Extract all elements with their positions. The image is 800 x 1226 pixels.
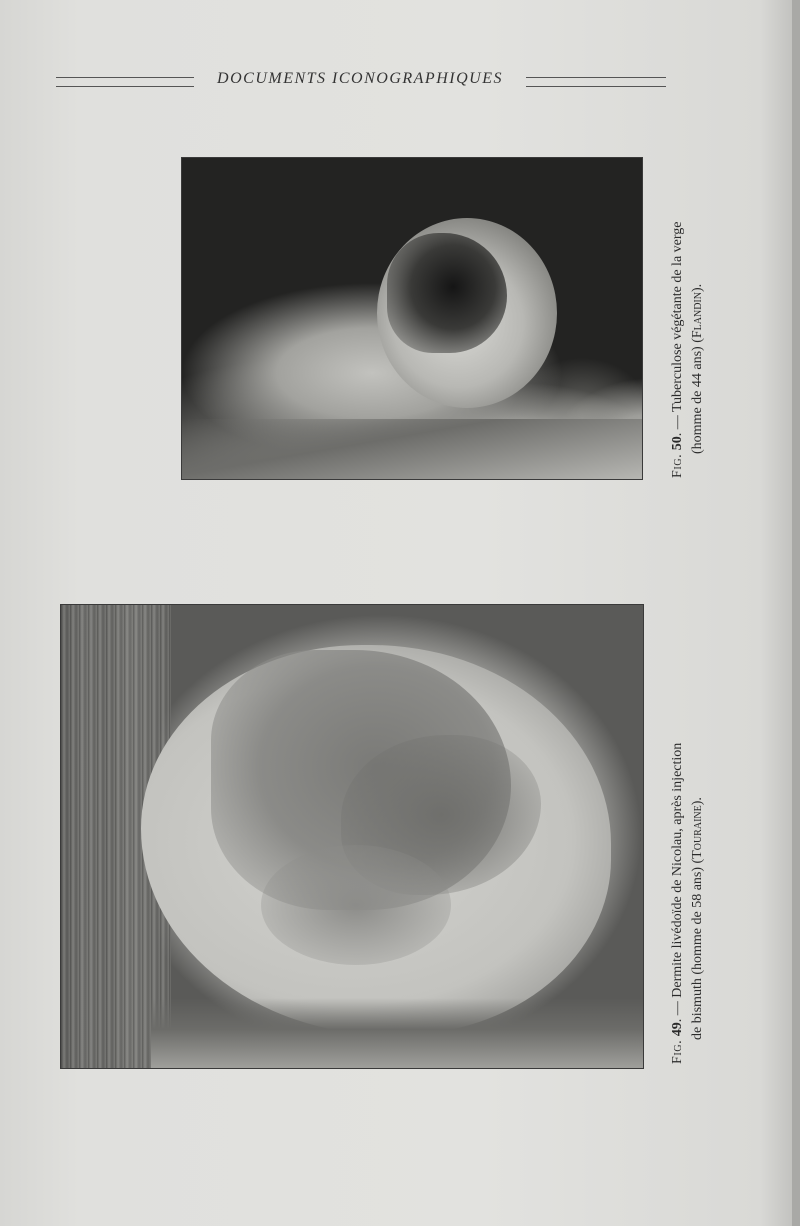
caption-text: Tuberculose végétante de la verge [670, 221, 685, 412]
figure-label: Fig. [670, 1039, 685, 1064]
caption-line-1 [668, 743, 688, 1064]
header-rule-right [526, 77, 666, 87]
caption-text: (homme de 44 ans) ( [690, 338, 705, 454]
caption-text: ). [690, 283, 705, 293]
caption-author: Touraine [690, 805, 705, 859]
figure-label: Fig. [670, 453, 685, 478]
photo-shading [151, 998, 643, 1068]
caption-text: de bismuth (homme de 58 ans) ( [690, 858, 705, 1040]
figure-number: 50 [670, 436, 685, 451]
caption-dash: . — [670, 415, 685, 437]
caption-line-1 [668, 222, 688, 479]
caption-author: Flandin [690, 292, 705, 339]
caption-line-2 [688, 743, 708, 1064]
figure-number: 49 [670, 1022, 685, 1037]
header-rule-left [56, 77, 194, 87]
figure-49-photograph [60, 604, 644, 1069]
photo-shading [182, 419, 642, 479]
caption-text: ). [690, 797, 705, 806]
photo-lesion [387, 233, 507, 353]
photo-lesion [261, 845, 451, 965]
caption-text: Dermite livédoïde de Nicolau, après injection [670, 742, 685, 998]
caption-dash: . — [670, 1001, 685, 1023]
figure-50-photograph [181, 157, 643, 480]
page-edge [792, 0, 800, 1226]
caption-line-2 [688, 222, 708, 479]
page-header-title: DOCUMENTS ICONOGRAPHIQUES [217, 70, 503, 87]
